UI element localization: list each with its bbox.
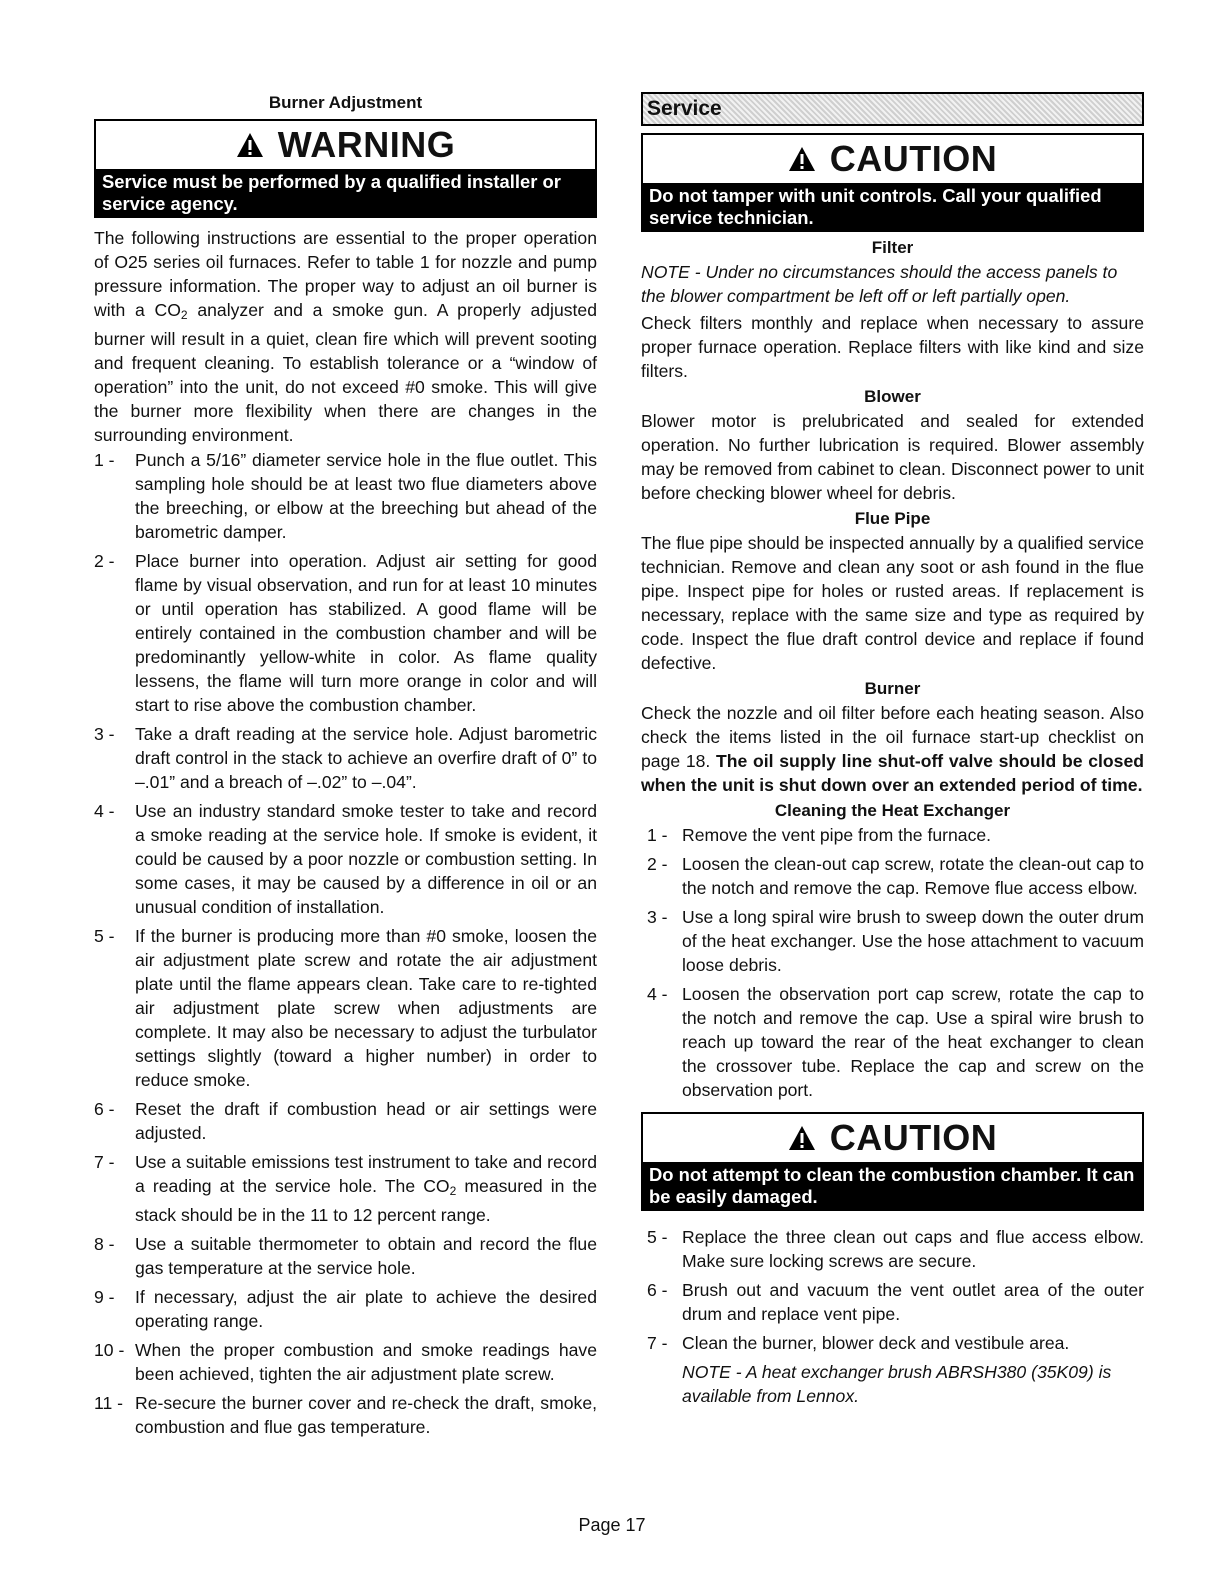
list-item — [94, 1338, 597, 1386]
step-number: 4 - — [647, 984, 668, 1004]
step-number: 10 - — [94, 1340, 125, 1360]
subscript: 2 — [180, 308, 188, 322]
list-item — [94, 799, 597, 919]
filter-note: NOTE - Under no circumstances should the access panels to the blower compartment be left off or left partially open. — [641, 262, 1118, 306]
list-item — [641, 852, 1144, 900]
blower-heading: Blower — [864, 387, 921, 406]
step-text: Loosen the clean-out cap screw, rotate the clean-out cap to the notch and remove the cap. Remove flue access elbow. — [682, 854, 1144, 898]
final-note: NOTE - A heat exchanger brush ABRSH380 (35K09) is available from Lennox. — [682, 1362, 1112, 1406]
intro-paragraph: The following instructions are essential to the proper operation of O25 series oil furnaces. Refer to table 1 for nozzle and pump pressure information. The proper way to adjust an oil burner is with a CO2 analyzer and a smoke gun. A properly adjusted burner will result in a quiet, clean fire which will prevent sooting and frequent cleaning. To establish tolerance or a “window of operation” into the unit, do not exceed #0 smoke. This will give the burner more flexibility when there are changes in the surrounding environment. — [94, 228, 597, 445]
caution2-message: Do not attempt to clean the combustion chamber. It can be easily damaged. — [641, 1162, 1144, 1211]
step-text: Place burner into operation. Adjust air setting for good flame by visual observation, and run for at least 10 minutes or until operation has stabilized. A good flame will be entirely contained in the combustion chamber and will be predominantly yellow-white in color. As flame quality lessens, the flame will turn more orange in color and will start to rise above the combustion chamber. — [135, 551, 597, 715]
step-text: Use a suitable emissions test instrument to take and record a reading at the service hole. The CO2 measured in the stack should be in the 11 to 12 percent range. — [135, 1152, 597, 1225]
step-number: 2 - — [647, 854, 668, 874]
step-number: 3 - — [94, 724, 115, 744]
step-number: 9 - — [94, 1287, 115, 1307]
flue-pipe-heading: Flue Pipe — [854, 509, 931, 528]
step-text: Use an industry standard smoke tester to take and record a smoke reading at the service hole. If smoke is evident, it could be caused by a poor nozzle or combustion setting. In some cases, it may be caused by a difference in oil or an unusual condition of installation. — [135, 801, 597, 917]
list-item — [641, 823, 1144, 847]
step-number: 1 - — [94, 450, 115, 470]
list-item — [641, 905, 1144, 977]
caution-triangle-icon — [788, 1125, 816, 1151]
step-text: Remove the vent pipe from the furnace. — [682, 825, 992, 845]
list-item — [94, 924, 597, 1092]
burner-heading: Burner — [864, 679, 921, 698]
burner-text-regular: Check the nozzle and oil filter before each heating season. Also check the items listed in the oil furnace start-up checklist on page 18. — [641, 703, 1144, 771]
caution2-title-row — [643, 1114, 1142, 1162]
step-number: 7 - — [94, 1152, 115, 1172]
section-title-burner-adjustment: Burner Adjustment — [268, 93, 423, 112]
cleaning-heading: Cleaning the Heat Exchanger — [774, 801, 1011, 820]
step-text: If the burner is producing more than #0 smoke, loosen the air adjustment plate screw and rotate the air adjustment plate until the flame appears clean. Take care to re-tighted air adjustment plate screw when adjustments are complete. It may also be necessary to adjust the turbulator settings slightly (toward a higher number) in order to reduce smoke. — [135, 926, 597, 1090]
list-item — [94, 1285, 597, 1333]
step-number: 4 - — [94, 801, 115, 821]
blower-text: Blower motor is prelubricated and sealed for extended operation. No further lubrication is required. Blower assembly may be removed from cabinet to clean. Disconnect power to unit before checking blower wheel for debris. — [641, 411, 1144, 503]
warning-title: WARNING — [277, 124, 456, 165]
list-item — [641, 1331, 1144, 1355]
list-item — [94, 1391, 597, 1439]
list-item — [641, 982, 1144, 1102]
caution-box-controls — [641, 133, 1144, 232]
left-column — [94, 92, 597, 1444]
step-number: 3 - — [647, 907, 668, 927]
burner-adjustment-steps — [94, 448, 597, 1439]
list-item — [94, 722, 597, 794]
step-text: Re-secure the burner cover and re-check the draft, smoke, combustion and flue gas temperature. — [135, 1393, 597, 1437]
step-text: Use a long spiral wire brush to sweep down the outer drum of the heat exchanger. Use the hose attachment to vacuum loose debris. — [682, 907, 1144, 975]
list-item — [94, 1232, 597, 1280]
step-text: Loosen the observation port cap screw, rotate the cap to the notch and remove the cap. Use a spiral wire brush to reach up toward the rear of the heat exchanger to clean the crossover tube. Replace the cap and screw on the observation port. — [682, 984, 1144, 1100]
step-text: Take a draft reading at the service hole. Adjust barometric draft control in the stack to achieve an overfire draft of 0” to –.01” and a breach of –.02” to –.04”. — [135, 724, 597, 792]
caution-message: Do not tamper with unit controls. Call your qualified service technician. — [641, 183, 1144, 232]
step-text: Punch a 5/16” diameter service hole in the flue outlet. This sampling hole should be at least two flue diameters above the breeching, or elbow at the breeching but ahead of the barometric damper. — [135, 450, 597, 542]
step-text: If necessary, adjust the air plate to achieve the desired operating range. — [135, 1287, 597, 1331]
subscript: 2 — [449, 1184, 457, 1198]
caution-box-combustion — [641, 1112, 1144, 1211]
warning-message: Service must be performed by a qualified installer or service agency. — [94, 169, 597, 218]
filter-heading: Filter — [871, 238, 914, 257]
step-number: 11 - — [94, 1393, 124, 1413]
step-text: When the proper combustion and smoke readings have been achieved, tighten the air adjustment plate screw. — [135, 1340, 597, 1384]
right-column — [641, 92, 1144, 1411]
step-text: Use a suitable thermometer to obtain and record the flue gas temperature at the service hole. — [135, 1234, 597, 1278]
step-number: 5 - — [94, 926, 115, 946]
list-item — [94, 1150, 597, 1227]
flue-pipe-text: The flue pipe should be inspected annually by a qualified service technician. Remove and clean any soot or ash found in the flue pipe. Inspect pipe for holes or rusted areas. If replacement is necessary, replace with the same size and type as required by code. Inspect the flue draft control device and replace if found defective. — [641, 533, 1144, 673]
list-item — [94, 1097, 597, 1145]
service-section-bar: Service — [641, 92, 1144, 126]
step-number: 7 - — [647, 1333, 668, 1353]
warning-triangle-icon — [236, 132, 264, 158]
step-number: 6 - — [647, 1280, 668, 1300]
caution2-title: CAUTION — [829, 1117, 998, 1158]
list-item — [94, 549, 597, 717]
page-number: Page 17 — [578, 1515, 646, 1535]
filter-text: Check filters monthly and replace when necessary to assure proper furnace operation. Replace filters with like kind and size filters. — [641, 313, 1144, 381]
step-number: 6 - — [94, 1099, 115, 1119]
caution-triangle-icon — [788, 146, 816, 172]
step-number: 5 - — [647, 1227, 668, 1247]
step-text: Replace the three clean out caps and flue access elbow. Make sure locking screws are secure. — [682, 1227, 1144, 1271]
cleaning-steps-continued — [641, 1225, 1144, 1355]
list-item — [94, 448, 597, 544]
list-item — [641, 1278, 1144, 1326]
list-item — [641, 1225, 1144, 1273]
step-text: Brush out and vacuum the vent outlet area of the outer drum and replace vent pipe. — [682, 1280, 1144, 1324]
burner-text — [641, 701, 1144, 797]
step-number: 8 - — [94, 1234, 115, 1254]
warning-box — [94, 119, 597, 218]
burner-text-bold: The oil supply line shut-off valve should be closed when the unit is shut down over an extended period of time. — [641, 751, 1144, 795]
caution-title-row — [643, 135, 1142, 183]
step-number: 2 - — [94, 551, 115, 571]
caution-title: CAUTION — [829, 138, 998, 179]
step-text: Clean the burner, blower deck and vestibule area. — [682, 1333, 1070, 1353]
step-number: 1 - — [647, 825, 668, 845]
warning-title-row — [96, 121, 595, 169]
step-text: Reset the draft if combustion head or air settings were adjusted. — [135, 1099, 597, 1143]
cleaning-steps — [641, 823, 1144, 1102]
